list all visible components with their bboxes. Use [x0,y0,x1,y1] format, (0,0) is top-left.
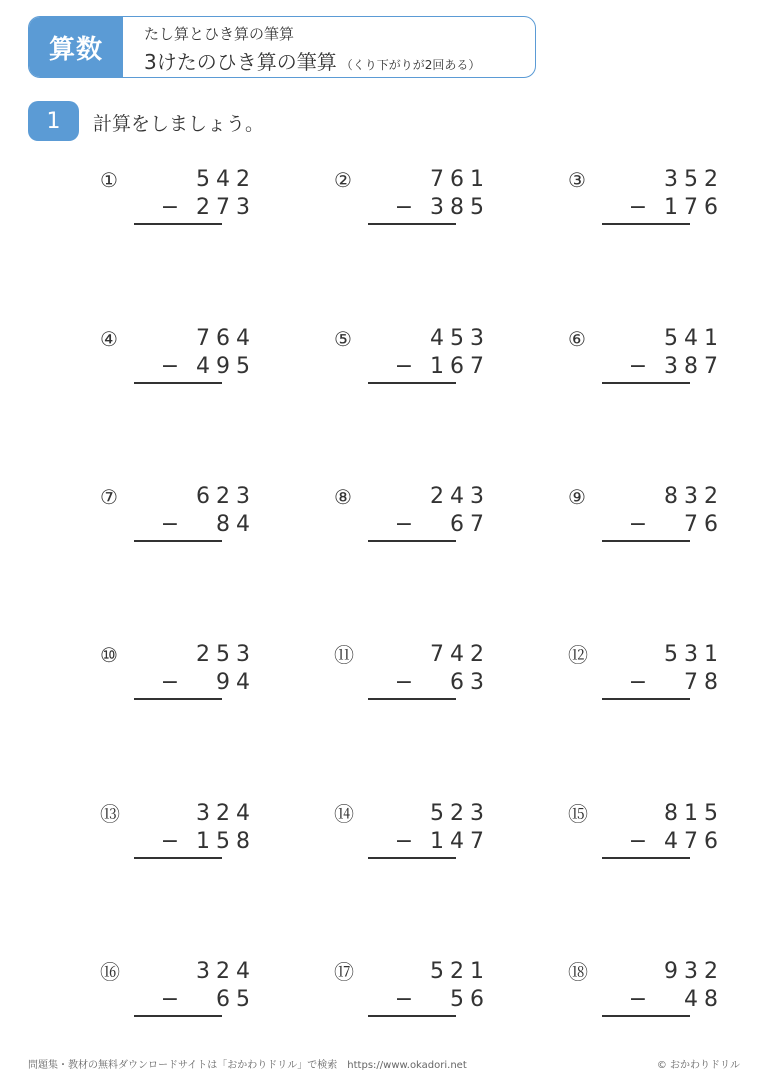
worksheet-header [28,16,536,78]
title-note: （くり下がりが2回ある） [340,58,481,72]
answer-line [368,540,456,542]
subtraction-problem [334,483,490,553]
subtraction-problem [334,325,490,395]
minus-sign: − [394,987,414,1012]
subtrahend-row [626,828,724,856]
problem-number: ② [334,168,352,192]
subtrahend-row [626,986,724,1014]
answer-line [368,382,456,384]
minus-sign: − [628,829,648,854]
subtrahend-row [626,353,724,381]
problem-number: ① [100,168,118,192]
subtraction-problem [568,166,724,236]
subtrahend-row [158,194,256,222]
minuend: 324 [196,959,256,984]
subtrahend-row [626,194,724,222]
minuend: 541 [664,326,724,351]
answer-line [368,1015,456,1017]
minuend: 932 [664,959,724,984]
minus-sign: − [628,987,648,1012]
subtrahend-row [158,669,256,697]
subtrahend: 48 [684,987,724,1012]
subtraction-problem [334,958,490,1028]
subtrahend-row [392,353,490,381]
subtrahend: 63 [450,670,490,695]
subtrahend-row [626,669,724,697]
problem-number: ③ [568,168,586,192]
minuend: 761 [430,167,490,192]
minuend: 542 [196,167,256,192]
subtrahend: 387 [664,354,724,379]
title-main: 3けたのひき算の筆算 [144,50,337,74]
answer-line [134,223,222,225]
answer-line [602,382,690,384]
subtrahend-row [158,511,256,539]
worksheet-title [144,46,480,75]
subtrahend: 67 [450,512,490,537]
subtrahend: 167 [430,354,490,379]
problem-number: ⑫ [568,643,588,667]
problem-number: ⑨ [568,485,586,509]
subtrahend-row [392,511,490,539]
answer-line [602,540,690,542]
subtrahend: 476 [664,829,724,854]
minuend: 521 [430,959,490,984]
minus-sign: − [394,512,414,537]
minuend: 523 [430,801,490,826]
minus-sign: − [160,195,180,220]
subtraction-problem [568,483,724,553]
subtraction-problem [334,641,490,711]
subtrahend: 56 [450,987,490,1012]
problem-number: ⑯ [100,960,120,984]
question-number-badge: 1 [28,101,79,141]
problem-number: ④ [100,327,118,351]
subtraction-problem [568,958,724,1028]
answer-line [134,382,222,384]
problem-number: ⑱ [568,960,588,984]
subtraction-problem [100,483,256,553]
minus-sign: − [628,512,648,537]
answer-line [602,857,690,859]
minuend: 453 [430,326,490,351]
subtrahend-row [626,511,724,539]
problem-number: ⑭ [334,802,354,826]
subject-badge: 算数 [29,17,123,77]
subtrahend: 147 [430,829,490,854]
subtrahend-row [392,986,490,1014]
minus-sign: − [394,670,414,695]
answer-line [368,698,456,700]
question-instruction: 計算をしましょう。 [93,113,265,135]
subtrahend: 273 [196,195,256,220]
subtrahend: 176 [664,195,724,220]
minus-sign: − [628,354,648,379]
minus-sign: − [160,354,180,379]
minus-sign: − [160,512,180,537]
problem-number: ⑩ [100,643,118,667]
minus-sign: − [394,195,414,220]
answer-line [602,698,690,700]
problem-number: ⑪ [334,643,354,667]
answer-line [602,223,690,225]
minuend: 815 [664,801,724,826]
footer-copyright: © おかわりドリル [656,1060,740,1071]
minus-sign: − [160,670,180,695]
answer-line [602,1015,690,1017]
subtraction-problem [568,325,724,395]
answer-line [368,223,456,225]
minus-sign: − [394,354,414,379]
answer-line [368,857,456,859]
answer-line [134,857,222,859]
subtraction-problem [100,325,256,395]
subtrahend-row [158,828,256,856]
answer-line [134,540,222,542]
minuend: 243 [430,484,490,509]
category-label: たし算とひき算の筆算 [144,25,295,43]
minus-sign: − [628,670,648,695]
minuend: 324 [196,801,256,826]
subtrahend: 65 [216,987,256,1012]
minuend: 623 [196,484,256,509]
minus-sign: − [628,195,648,220]
minuend: 742 [430,642,490,667]
subtrahend-row [392,669,490,697]
answer-line [134,698,222,700]
subtraction-problem [100,166,256,236]
subtraction-problem [100,641,256,711]
minuend: 764 [196,326,256,351]
problem-number: ⑰ [334,960,354,984]
subtrahend-row [392,194,490,222]
subtrahend: 84 [216,512,256,537]
problem-number: ⑥ [568,327,586,351]
subtrahend: 385 [430,195,490,220]
minuend: 253 [196,642,256,667]
subtrahend: 158 [196,829,256,854]
minus-sign: − [160,987,180,1012]
subtrahend-row [158,353,256,381]
answer-line [134,1015,222,1017]
problem-number: ⑤ [334,327,352,351]
subtrahend-row [392,828,490,856]
minuend: 531 [664,642,724,667]
subtrahend: 78 [684,670,724,695]
minus-sign: − [160,829,180,854]
subtraction-problem [334,166,490,236]
subtraction-problem [100,958,256,1028]
problem-number: ⑮ [568,802,588,826]
subtrahend-row [158,986,256,1014]
subtraction-problem [100,800,256,870]
subtrahend: 94 [216,670,256,695]
footer-note: 問題集・教材の無料ダウンロードサイトは「おかわりドリル」で検索 https://www.okadori.net [28,1060,467,1071]
subtraction-problem [568,641,724,711]
minuend: 832 [664,484,724,509]
problem-number: ⑧ [334,485,352,509]
subtrahend: 495 [196,354,256,379]
minuend: 352 [664,167,724,192]
minus-sign: − [394,829,414,854]
subtraction-problem [568,800,724,870]
subtrahend: 76 [684,512,724,537]
problem-number: ⑦ [100,485,118,509]
problem-number: ⑬ [100,802,120,826]
subtraction-problem [334,800,490,870]
